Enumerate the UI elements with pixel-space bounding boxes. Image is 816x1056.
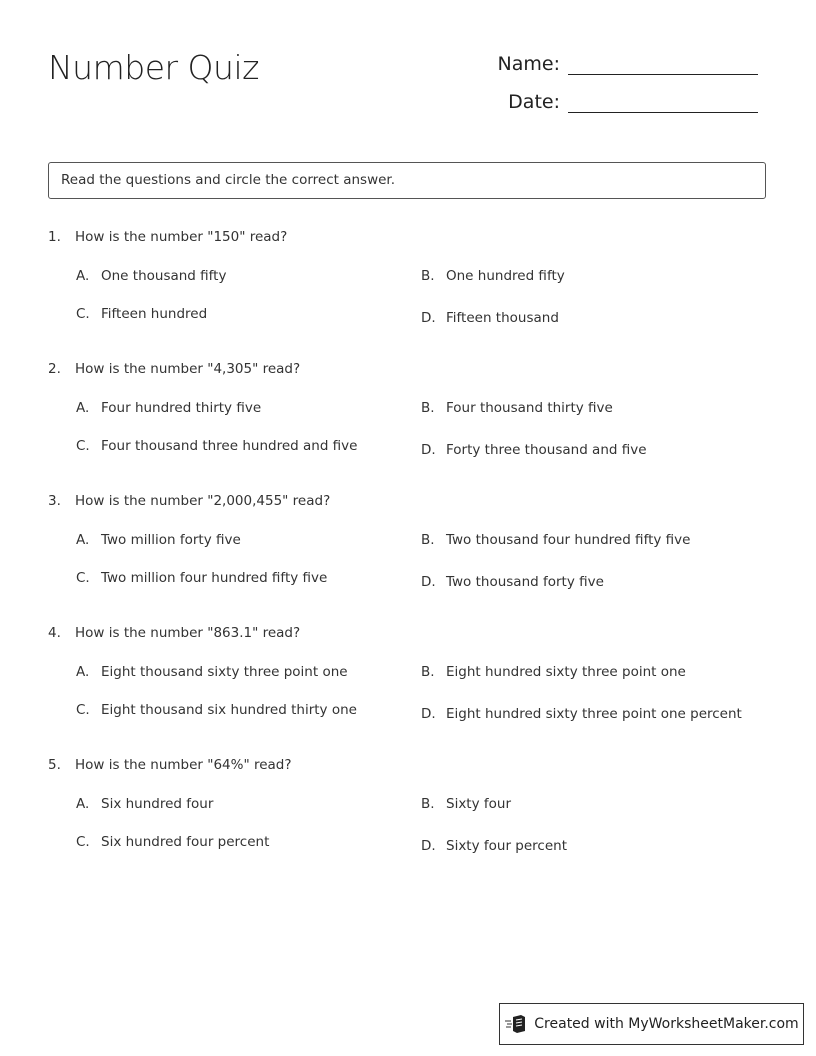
question-number: 5.: [48, 757, 61, 773]
question-number: 3.: [48, 493, 61, 509]
question-text: How is the number "64%" read?: [75, 757, 292, 773]
date-field: [480, 90, 758, 113]
option-a: A. Two million forty five: [76, 532, 241, 548]
page-title: Number Quiz: [48, 48, 259, 87]
question-number: 4.: [48, 625, 61, 641]
option-c: C. Four thousand three hundred and five: [76, 438, 358, 454]
option-b: B. One hundred fifty: [421, 268, 565, 284]
instructions-box: Read the questions and circle the correct answer.: [48, 162, 766, 199]
footer-text: Created with MyWorksheetMaker.com: [534, 1016, 799, 1032]
name-label: Name:: [497, 53, 560, 75]
option-d: D. Sixty four percent: [421, 838, 567, 854]
question-text: How is the number "863.1" read?: [75, 625, 301, 641]
option-a: A. One thousand fifty: [76, 268, 227, 284]
option-d: D. Forty three thousand and five: [421, 442, 647, 458]
option-c: C. Two million four hundred fifty five: [76, 570, 328, 586]
question-text: How is the number "150" read?: [75, 229, 288, 245]
worksheet-logo-icon: [504, 1014, 528, 1034]
option-b: B. Two thousand four hundred fifty five: [421, 532, 691, 548]
date-line: [568, 90, 758, 113]
option-c: C. Six hundred four percent: [76, 834, 270, 850]
option-b: B. Sixty four: [421, 796, 512, 812]
option-a: A. Eight thousand sixty three point one: [76, 664, 348, 680]
option-c: C. Fifteen hundred: [76, 306, 208, 322]
question-number: 2.: [48, 361, 61, 377]
question-number: 1.: [48, 229, 61, 245]
option-b: B. Eight hundred sixty three point one: [421, 664, 686, 680]
name-field: [480, 52, 758, 75]
option-d: D. Fifteen thousand: [421, 310, 559, 326]
option-d: D. Two thousand forty five: [421, 574, 604, 590]
option-b: B. Four thousand thirty five: [421, 400, 613, 416]
question-text: How is the number "2,000,455" read?: [75, 493, 331, 509]
option-c: C. Eight thousand six hundred thirty one: [76, 702, 357, 718]
option-a: A. Four hundred thirty five: [76, 400, 262, 416]
option-a: A. Six hundred four: [76, 796, 214, 812]
question-text: How is the number "4,305" read?: [75, 361, 301, 377]
date-label: Date:: [508, 91, 560, 113]
option-d: D. Eight hundred sixty three point one percent: [421, 706, 742, 722]
name-line: [568, 52, 758, 75]
footer-credit[interactable]: [499, 1003, 804, 1045]
